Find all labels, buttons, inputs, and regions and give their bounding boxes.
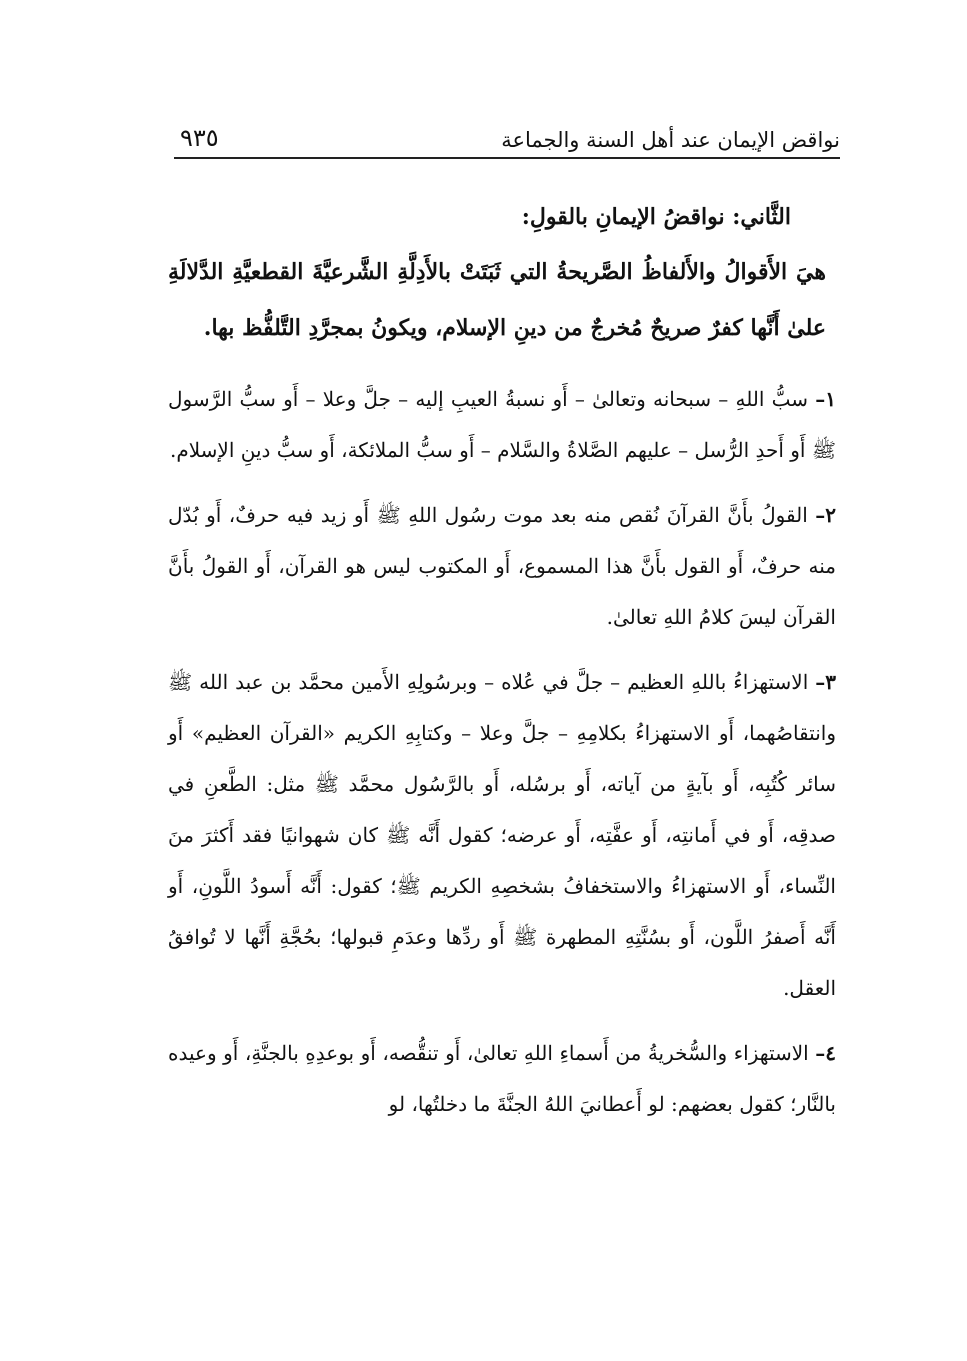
list-item-1	[168, 374, 836, 476]
list-item-4	[168, 1028, 836, 1130]
list-item-3	[168, 657, 836, 1014]
header-divider	[174, 157, 840, 159]
list-item-2	[168, 490, 836, 643]
item-text: الاستهزاء والسُّخريةُ من أَسماءِ اللهِ تعالىٰ، أَو تنقُّصه، أَو بوعدِهِ بالجنَّةِ، أَو وعيده بالنَّار؛ كقول بعضهم: لو أَعطانيَ اللهُ الجنَّةَ ما دخلتُها، لو	[168, 1041, 836, 1116]
definition-paragraph: هيَ الأَقوالُ والأَلفاظُ الصَّريحةُ التي ثَبَتَتْ بالأَدِلَّةِ الشَّرعيَّةَ القطعيَّةِ الدَّلالَةِ علىٰ أَنَّها كفرٌ صريحٌ مُخرجٌ من دينِ الإسلام، ويكونُ بمجرَّدِ التَّلفُّظ بها.	[168, 259, 826, 341]
running-title: نواقض الإيمان عند أهل السنة والجماعة	[501, 128, 840, 152]
item-number: ١–	[815, 387, 836, 411]
page-content	[168, 192, 836, 1144]
page-number: ٩٣٥	[180, 124, 219, 152]
item-number: ٢–	[815, 503, 836, 527]
item-text: القولُ بأَنَّ القرآنَ نُقص منه بعد موت رسُول اللهِ ﷺ أَو زيد فيه حرفٌ، أَو بُدّل منه حرفٌ، أَو القول بأَنَّ هذا المسموع، أَو المكتوب ليس هو القرآن، أَو القولُ بأَنَّ القرآن ليسَ كلامُ اللهِ تعالىٰ.	[168, 503, 837, 629]
page-header	[174, 120, 840, 160]
section-heading: الثَّاني: نواقضُ الإيمانِ بالقولِ:	[521, 204, 791, 230]
item-text: سبُّ اللهِ – سبحانه وتعالىٰ – أَو نسبةُ العيبِ إليه – جلَّ وعلا – أَو سبُّ الرَّسول ﷺ أَو أَحدِ الرُّسل – عليهم الصَّلاةُ والسَّلام – أَو سبُّ الملائكة، أَو سبُّ دينِ الإسلام.	[168, 387, 836, 462]
item-number: ٣–	[815, 670, 836, 694]
item-number: ٤–	[815, 1041, 836, 1065]
item-text: الاستهزاءُ باللهِ العظيم – جلَّ في عُلاه – وبرسُولِهِ الأَمين محمَّد بن عبد الله ﷺ وانتقاصُهما، أَو الاستهزاءُ بكلامِهِ – جلَّ وعلا – وكتابِهِ الكريم «القرآن العظيم» أَو سائر كُتُبِه، أَو بآيةٍ من آياته، أَو برسُله، أَو بالرَّسُول محمَّد ﷺ مثل: الطَّعنِ في صدقِه، أَو في أَمانتِه، أَو عفَّتِه، أَو عرضه؛ كقول أَنَّه ﷺ كان شهوانيًا فقد أَكثرَ منَ النِّساء، أَو الاستهزاءُ والاستخفافُ بشخصِهِ الكريم ﷺ؛ كقول: أَنَّه أَسودُ اللَّونِ، أَو أَنَّه أَصفرُ اللَّون، أَو بسُنَّتِهِ المطهرة ﷺ أَو ردِّها وعدَمِ قبولها؛ بحُجَّةِ أَنَّها لا تُوافقُ العقل.	[168, 670, 836, 1000]
